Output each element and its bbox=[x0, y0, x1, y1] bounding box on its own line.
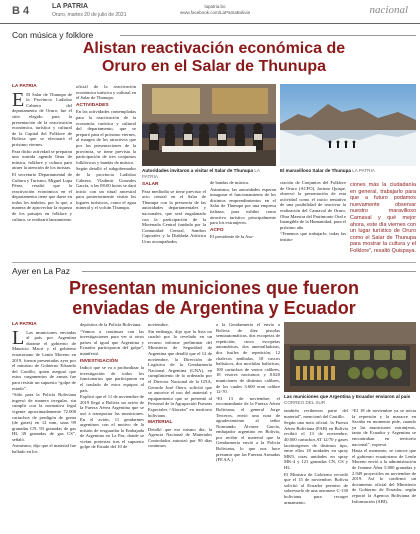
story1-column-2 bbox=[76, 84, 136, 257]
story2-column-1 bbox=[12, 322, 76, 530]
story2-paragraph: Hasta el momento, se conoce que el gobierno ecuatoriano de Lenín Moreno envió a la administración de Jeanine Áñez 5.000 granadas y 2.949 proyectiles en noviembre de 2019. Así lo confirmó un documento oficial del Ministerio de Gobierno de Ecuador, según reportó la Agencia Boliviana de Información (ABI). bbox=[352, 448, 416, 504]
story1-column-3 bbox=[142, 180, 206, 257]
story2-column-3 bbox=[148, 322, 212, 530]
story2-column-2 bbox=[80, 322, 144, 530]
story1-paragraph: El secretario Departamental de Cultura y Turismo, Miguel Lupa Pérez, resaltó que la reactivación económica en el departamento tiene que darse en todos los ámbitos, por lo que, a manera de aprovechar la riqueza de los paisajes en folklore y cultura, se realizará lanzamiento bbox=[12, 171, 72, 222]
story1-paragraph: oficial de la reactivación económica turística y cultural en el Salar de Thunupa. bbox=[76, 84, 136, 101]
story2-paragraph: depósitos de la Policía Boliviana. bbox=[80, 322, 142, 327]
story1-paragraph: Asimismo, las autoridades esperan inaugurar el funcionamiento de los distintos emprendimientos en el Salar de Thunupa por una empresa italiana, para exhibir como atractivo turístico principalmente para los extranjeros. bbox=[210, 186, 276, 226]
story1-column-5 bbox=[280, 180, 346, 257]
story1-paragraph: En las actividades contempladas para la reactivación de la economía, turística y cultural del departamento, que se preparó para el próximo viernes, al margen de los atractivos que por las presentaciones de la provincia, se tiene prevista la participación de tres conjuntos folklóricos y bandas de música. bbox=[76, 109, 136, 165]
story2-paragraph: Asimismo, dijo que el material fue hallado en los bbox=[12, 443, 76, 455]
kicker-divider bbox=[82, 271, 416, 272]
story2-photo-caption bbox=[284, 394, 416, 405]
munitions-photo-illustration bbox=[284, 322, 416, 392]
social-links bbox=[170, 4, 260, 16]
story2-paragraph: Explicó que el 11 de noviembre de 2019 llegó a Bolivia un avión de la Fuerza Aérea Argentina que se usó a transportar las municiones. En el avión, 11 gendarmes argentinos con el motivo de la misión de resguardar la Embajada de Argentina en La Paz, donde se vivían protestas tras el supuesto golpe de Estado del 10 de bbox=[80, 394, 144, 450]
section-name: nacional bbox=[369, 4, 408, 16]
social-link[interactable]: www.facebook.com/LaPatriaBolivia bbox=[179, 10, 251, 15]
story-divider bbox=[12, 262, 416, 263]
story2-paragraph: a la Gendarmería el envío a Bolivia de diez pistolas semiautomáticas, dos escopetas de repetición, cinco escopetas automáticas, dos ametralladoras, dos fusiles de repetición, 12 chalecos antibalas, 18 cascos balísticos, dos mochilas balísticas, 100 cartuchos de varios calibres, 18 visores nocturnos y 8.820 municiones de distintos calibres, de los cuales 3.600 eran calibre 12-70. bbox=[216, 322, 280, 395]
story2-subhead: MATERIAL bbox=[148, 420, 173, 426]
story1-subhead: ACFO bbox=[210, 227, 224, 233]
story1-paragraph: ciación de Conjuntos del Folklore de Oruro (ACFO), Jacinto Quispe, observó la presentación de esta actividad como el inicio tentativo de una posibilidad de reactivar la realización del Carnaval de Oruro, Obra Maestra del Patrimonio Oral e Intangible de la Humanidad, para el próximo año. bbox=[280, 180, 346, 230]
drop-cap: E bbox=[12, 88, 25, 111]
story1-column-6 bbox=[350, 180, 416, 257]
story2-paragraph: “Sólo para la Policía Boliviana ingresó de manera irregular, sin cumplir con la normativa legal vigente aproximadamente 72.000 cartuchos de perdigón de goma (de gases) en 12 mm, unas 99 granadas CN, 93 granadas de gas HL 39 granadas de gas CS”, señaló. bbox=[12, 392, 76, 442]
story2-paragraph: “Vamos a continuar con las investigaciones para ver si otros países al igual que Argentina y Ecuador participaron del golpe”, manifestó. bbox=[80, 328, 144, 356]
story1-headline-line: Oruro en el Salar de Thunupa bbox=[101, 57, 327, 75]
story1-subhead: SALAR bbox=[142, 182, 159, 187]
story1-photo-salar-caption bbox=[280, 168, 416, 174]
story1-subhead: ACTIVIDADES bbox=[76, 102, 109, 108]
story2-headline-line: Presentan municiones que fueron bbox=[68, 278, 360, 298]
story1-photo-event bbox=[142, 84, 276, 166]
paper-name: LA PATRIA bbox=[52, 3, 89, 10]
story2-kicker: Ayer en La Paz bbox=[12, 266, 70, 276]
story2-subhead: INVESTIGACIÓN bbox=[80, 358, 118, 364]
story1-photo-event-caption bbox=[142, 168, 276, 179]
story1-paragraph: “Tenemos que trabajarlo, todas las institu- bbox=[280, 231, 346, 242]
page-header bbox=[0, 0, 420, 24]
story2-paragraph: también recibieron parte del material”, mencionó del Castillo. bbox=[284, 408, 348, 419]
story2-paragraph: Indicó que se va a profundizar la investigación de todos los funcionarios que participaron en el traslado de estos equipos al país. bbox=[80, 365, 144, 393]
story2-photo-munitions bbox=[284, 322, 416, 392]
story1-paragraph: El Salar de Thunupa de la Provincia Ladislao Cabrera del departamento de Oruro, fue el sitio elegido para la presentación de la reactivación económica, turística y cultural de la Capital del Folklore de Bolivia que se efectuará el próximo viernes. bbox=[12, 91, 72, 147]
story2-column-4 bbox=[216, 322, 280, 530]
caption-text: Autoridades invitaron a visitar el Salar de Thunupa bbox=[142, 168, 254, 173]
story1-paragraph: de bandas de música. bbox=[210, 180, 250, 185]
story1-paragraph: El presidente de la Aso- bbox=[210, 234, 254, 240]
story2-paragraph: “El 18 de noviembre ya se inicia la represión y la masacre en Sacaba en momento pide, cuando ya las municiones extranjeras, tanto de Ecuador y Argentina se encontraban en territorio nacional”, expresó. bbox=[352, 408, 416, 447]
social-link[interactable]: lapatria.bo bbox=[204, 4, 226, 9]
story1-pull-quote: ciones más la ciudadanía en general, trabajarlo para que a futuro podamos nuevamente observar nuestro maravilloso Carnaval y qué mejor ahora, este día viernes con un lugar turístico de Oruro como el Salar de Thunupa para mostrar la cultura y el Folklore”, resaltó Quispaya. bbox=[350, 182, 416, 254]
story1-paragraph: Para mediodía se tiene previsto el acto central en el Salar de Thunupa con la presencia de las autoridades departamentales y nacionales, que será engalanado con la participación de la Morenada Central fundada por la Comunidad Central, Sambos Caporales y la Diablada Artística Urus acompañados bbox=[142, 188, 206, 244]
caption-text: Las municiones que Argentina y Ecuador enviaron al país bbox=[284, 394, 411, 399]
caption-text: El maravilloso Salar de Thunupa bbox=[280, 168, 351, 173]
story1-headline bbox=[12, 40, 416, 76]
page-number: B 4 bbox=[12, 5, 30, 17]
kicker-divider bbox=[120, 35, 416, 36]
caption-credit: CORREO DEL SUR bbox=[284, 399, 326, 405]
event-photo-illustration bbox=[142, 84, 276, 166]
story2-paragraph: Según una nota oficial, la Fuerza Aérea Boliviana (FAB) en Bolivia recibió el 13 de noviembre, 40.000 cartuchos AT 12/70 y gases lacrimógenos de distintos tipo, entre ellos 18 unidades en spray MK9, otras unidades en spray MK-4 y 121 granadas CN, CS y HL. bbox=[284, 420, 348, 470]
story1-paragraph: Según detalló el subgobernador de la provincia Ladislao Cabrera, Vladimir Gonzales García, a las 08:00 horas se dará inicio con un ritual ancestral para posteriormente visitar los lugares turísticos, como el agua mineral y el volcán Thunupa. bbox=[76, 166, 136, 211]
story1-headline-line: Alistan reactivación económica de bbox=[82, 40, 346, 57]
story2-column-6 bbox=[352, 408, 416, 530]
story1-column-4 bbox=[210, 180, 276, 257]
story2-paragraph: Sin embargo, dijo que la lista no cuadró por lo revelado en un recurso informe preliminar del Ministerio de Seguridad de Argentina que detalló que el 12 de noviembre, la Dirección de Logística de la Gendarmería Nacional Argentina (GNA), en cumplimiento de lo ordenado por el Director Nacional de la GNA, Gerardo José Otero, solicitó que se autorice el uso del material y equipamiento que se presentó al Personal de la Agrupación Fuerzas Especiales “Alacrán” en territorio boliviano. bbox=[148, 328, 212, 418]
story2-paragraph: Las municiones enviadas al país por Argentina durante el gobierno de Mauricio Macri y el gobierno ecuatoriano de Lenín Moreno en 2019, fueron presentadas ayer por el ministro de Gobierno Eduardo del Castillo, quien aseguró que estos cargamentos de armas fue para resistir un supuesto “golpe de estado”. bbox=[12, 329, 76, 391]
story1-byline: LA PATRIA bbox=[12, 84, 37, 89]
story1-photo-salar bbox=[280, 84, 416, 166]
story1-column-1 bbox=[12, 84, 72, 257]
story2-column-5 bbox=[284, 408, 348, 530]
story2-paragraph: “El 13 de noviembre, el excomandante de la Fuerza Aérea Boliviana, el general Jorge Terceros, envió una nota de agradecimiento al señor Normando Álvarez García, embajador argentino en Bolivia, por recibir el material que la Gendarmería envió a la Policía Boliviana, lo que nos hace presumir que las Fuerzas Armadas (FF.AA.) bbox=[216, 395, 280, 463]
story2-paragraph: Detalló que ese mismo día, la Agencia Nacional de Materiales Controlados autorizó por 90 días continuos bbox=[148, 426, 212, 449]
story1-kicker: Con música y folklore bbox=[12, 30, 94, 40]
salar-photo-illustration bbox=[280, 84, 416, 166]
caption-credit: LA PATRIA bbox=[352, 168, 375, 173]
paper-date: Oruro, martes 20 de julio de 2021 bbox=[52, 12, 127, 18]
caption-credit: LA PATRIA bbox=[142, 168, 260, 179]
story2-headline-line: enviadas de Argentina y Ecuador bbox=[72, 298, 356, 319]
story2-paragraph: El Ministro de Gobierno recordó que el 15 de noviembre, Bolivia solicitó al Ecuador permiso de sobrevuelo de una aeronave C-130 boliviana para recoger armamento. bbox=[284, 471, 348, 505]
story2-byline: LA PATRIA bbox=[12, 322, 37, 327]
drop-cap: L bbox=[12, 326, 25, 349]
story2-paragraph: noviembre. bbox=[148, 322, 169, 327]
story1-paragraph: Para dicho actividad se preparan una nutrida agenda llena de música, folklore y cultura para atraer la atención de los turistas. bbox=[12, 148, 72, 171]
story2-headline bbox=[12, 278, 416, 318]
